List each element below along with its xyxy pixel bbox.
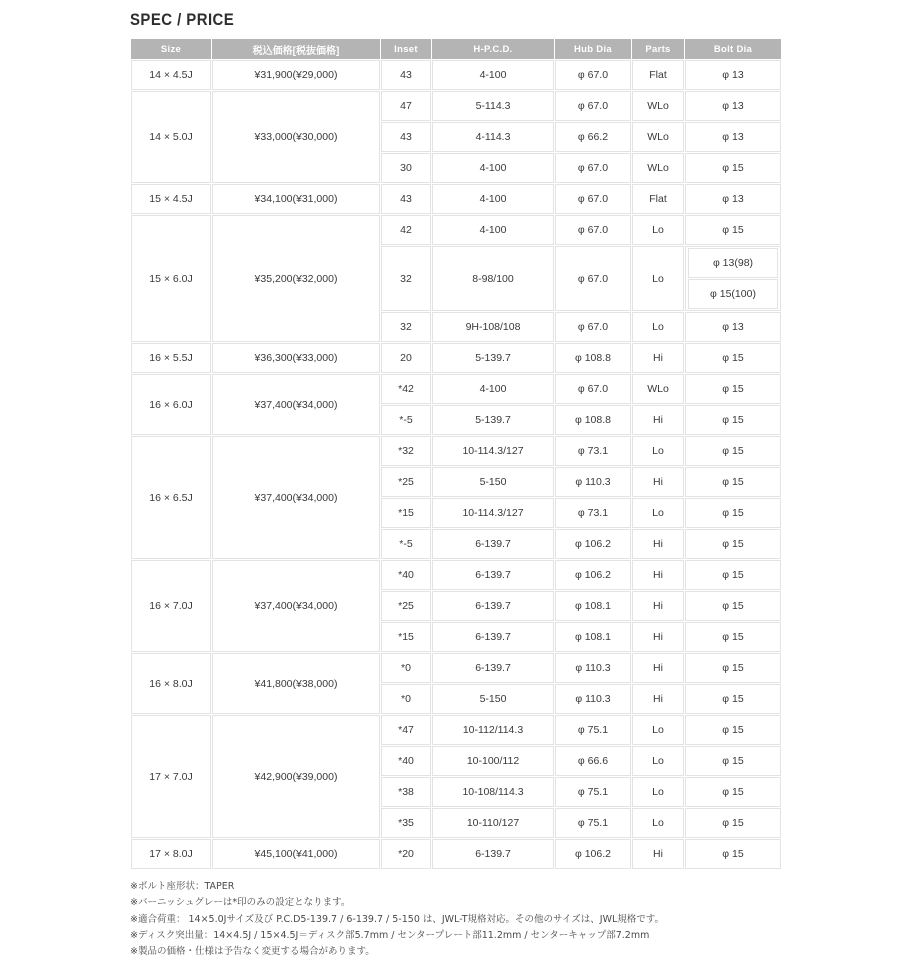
cell-parts: Hi <box>632 467 684 497</box>
cell-hpcd: 10-114.3/127 <box>432 498 554 528</box>
cell-bolt-dia: φ 15 <box>685 746 781 776</box>
cell-parts: Lo <box>632 436 684 466</box>
cell-bolt-dia: φ 15 <box>685 343 781 373</box>
cell-parts: Hi <box>632 684 684 714</box>
cell-hub-dia: φ 73.1 <box>555 498 631 528</box>
cell-hpcd: 8-98/100 <box>432 246 554 311</box>
cell-parts: Flat <box>632 184 684 214</box>
cell-parts: Lo <box>632 715 684 745</box>
cell-parts: Lo <box>632 246 684 311</box>
cell-price: ¥45,100(¥41,000) <box>212 839 380 869</box>
cell-bolt-dia: φ 15 <box>685 622 781 652</box>
table-body <box>131 60 781 869</box>
cell-bolt-dia: φ 15(100) <box>688 279 778 309</box>
table-row <box>131 560 781 590</box>
cell-size: 16 × 7.0J <box>131 560 211 652</box>
column-header-size: Size <box>131 39 211 59</box>
cell-hpcd: 10-114.3/127 <box>432 436 554 466</box>
cell-hub-dia: φ 66.6 <box>555 746 631 776</box>
cell-parts: WLo <box>632 122 684 152</box>
cell-price: ¥34,100(¥31,000) <box>212 184 380 214</box>
cell-hub-dia: φ 75.1 <box>555 777 631 807</box>
cell-parts: Lo <box>632 746 684 776</box>
cell-bolt-dia: φ 13 <box>685 184 781 214</box>
cell-parts: Hi <box>632 622 684 652</box>
cell-inset: *40 <box>381 746 431 776</box>
cell-hub-dia: φ 67.0 <box>555 215 631 245</box>
cell-inset: 20 <box>381 343 431 373</box>
cell-size: 16 × 8.0J <box>131 653 211 714</box>
cell-hpcd: 5-150 <box>432 467 554 497</box>
cell-hub-dia: φ 108.8 <box>555 405 631 435</box>
cell-hub-dia: φ 67.0 <box>555 312 631 342</box>
cell-hub-dia: φ 73.1 <box>555 436 631 466</box>
cell-parts: Hi <box>632 405 684 435</box>
cell-hub-dia: φ 75.1 <box>555 715 631 745</box>
cell-hpcd: 4-100 <box>432 153 554 183</box>
table-row <box>131 343 781 373</box>
cell-hpcd: 6-139.7 <box>432 560 554 590</box>
cell-bolt-dia: φ 15 <box>685 560 781 590</box>
cell-inset: 30 <box>381 153 431 183</box>
cell-hpcd: 5-139.7 <box>432 405 554 435</box>
cell-bolt-dia: φ 15 <box>685 653 781 683</box>
cell-size: 14 × 4.5J <box>131 60 211 90</box>
cell-inset: *42 <box>381 374 431 404</box>
cell-parts: Hi <box>632 839 684 869</box>
table-row <box>131 436 781 466</box>
cell-inset: *-5 <box>381 405 431 435</box>
cell-parts: Lo <box>632 312 684 342</box>
table-row <box>131 653 781 683</box>
cell-bolt-dia: φ 13 <box>685 60 781 90</box>
cell-bolt-dia: φ 15 <box>685 215 781 245</box>
footnote-line: ※適合荷重： 14×5.0Jサイズ及び P.C.D5-139.7 / 6-139.7 / 5-150 は、JWL-T規格対応。その他のサイズは、JWL規格です。 <box>130 913 665 925</box>
cell-bolt-dia: φ 15 <box>685 777 781 807</box>
cell-bolt-dia: φ 15 <box>685 467 781 497</box>
table-row <box>131 91 781 121</box>
cell-size: 16 × 5.5J <box>131 343 211 373</box>
column-header-price: 税込価格[税抜価格] <box>212 39 380 59</box>
cell-price: ¥31,900(¥29,000) <box>212 60 380 90</box>
cell-parts: Lo <box>632 777 684 807</box>
cell-bolt-dia: φ 15 <box>685 374 781 404</box>
cell-size: 15 × 6.0J <box>131 215 211 342</box>
table-row <box>131 60 781 90</box>
cell-bolt-dia: φ 13 <box>685 91 781 121</box>
cell-inset: *38 <box>381 777 431 807</box>
cell-hub-dia: φ 66.2 <box>555 122 631 152</box>
footnote-line: ※製品の価格・仕様は予告なく変更する場合があります。 <box>130 946 375 958</box>
cell-bolt-dia: φ 15 <box>685 153 781 183</box>
cell-inset: *15 <box>381 622 431 652</box>
cell-hub-dia: φ 108.8 <box>555 343 631 373</box>
column-header-parts: Parts <box>632 39 684 59</box>
cell-hub-dia: φ 67.0 <box>555 246 631 311</box>
cell-hub-dia: φ 110.3 <box>555 653 631 683</box>
cell-hpcd: 4-114.3 <box>432 122 554 152</box>
cell-inset: 32 <box>381 246 431 311</box>
cell-hpcd: 5-139.7 <box>432 343 554 373</box>
cell-size: 16 × 6.0J <box>131 374 211 435</box>
column-header-bolt_dia: Bolt Dia <box>685 39 781 59</box>
cell-inset: 32 <box>381 312 431 342</box>
table-row <box>131 839 781 869</box>
cell-bolt-dia: φ 15 <box>685 436 781 466</box>
cell-hub-dia: φ 67.0 <box>555 91 631 121</box>
cell-inset: *0 <box>381 653 431 683</box>
cell-inset: *40 <box>381 560 431 590</box>
cell-inset: *25 <box>381 467 431 497</box>
cell-hpcd: 4-100 <box>432 60 554 90</box>
cell-inset: *0 <box>381 684 431 714</box>
cell-hpcd: 4-100 <box>432 184 554 214</box>
cell-hpcd: 10-110/127 <box>432 808 554 838</box>
cell-hpcd: 9H-108/108 <box>432 312 554 342</box>
cell-parts: WLo <box>632 91 684 121</box>
cell-hpcd: 6-139.7 <box>432 839 554 869</box>
cell-inset: *20 <box>381 839 431 869</box>
cell-size: 16 × 6.5J <box>131 436 211 559</box>
cell-parts: WLo <box>632 374 684 404</box>
cell-price: ¥35,200(¥32,000) <box>212 215 380 342</box>
cell-hub-dia: φ 108.1 <box>555 622 631 652</box>
cell-bolt-dia-split <box>685 246 781 311</box>
cell-parts: Hi <box>632 591 684 621</box>
bolt-dia-subrow <box>688 279 778 309</box>
cell-bolt-dia: φ 15 <box>685 498 781 528</box>
cell-size: 17 × 7.0J <box>131 715 211 838</box>
cell-inset: *15 <box>381 498 431 528</box>
cell-inset: *32 <box>381 436 431 466</box>
column-header-hub_dia: Hub Dia <box>555 39 631 59</box>
cell-price: ¥33,000(¥30,000) <box>212 91 380 183</box>
cell-hpcd: 4-100 <box>432 374 554 404</box>
table-row <box>131 374 781 404</box>
cell-hub-dia: φ 106.2 <box>555 839 631 869</box>
cell-bolt-dia: φ 15 <box>685 715 781 745</box>
cell-hpcd: 10-100/112 <box>432 746 554 776</box>
cell-hpcd: 10-108/114.3 <box>432 777 554 807</box>
cell-parts: Flat <box>632 60 684 90</box>
cell-bolt-dia: φ 13(98) <box>688 248 778 278</box>
table-row <box>131 184 781 214</box>
table-row <box>131 715 781 745</box>
cell-hub-dia: φ 108.1 <box>555 591 631 621</box>
page-title: SPEC / PRICE <box>130 10 235 29</box>
cell-hub-dia: φ 67.0 <box>555 374 631 404</box>
cell-parts: Lo <box>632 808 684 838</box>
cell-hub-dia: φ 67.0 <box>555 153 631 183</box>
cell-parts: Hi <box>632 529 684 559</box>
bolt-dia-subrow <box>688 248 778 278</box>
cell-hub-dia: φ 75.1 <box>555 808 631 838</box>
footnotes <box>130 879 778 961</box>
cell-inset: *47 <box>381 715 431 745</box>
cell-price: ¥42,900(¥39,000) <box>212 715 380 838</box>
footnote-line: ※ディスク突出量：14×4.5J / 15×4.5J＝ディスク部5.7mm / センタープレート部11.2mm / センターキャップ部7.2mm <box>130 929 650 941</box>
cell-hpcd: 4-100 <box>432 215 554 245</box>
cell-hpcd: 6-139.7 <box>432 591 554 621</box>
table-header-row <box>131 39 781 59</box>
cell-inset: 43 <box>381 184 431 214</box>
cell-hub-dia: φ 106.2 <box>555 529 631 559</box>
cell-size: 17 × 8.0J <box>131 839 211 869</box>
spec-price-table <box>130 38 782 870</box>
table-header <box>131 39 781 59</box>
cell-parts: Hi <box>632 560 684 590</box>
cell-size: 14 × 5.0J <box>131 91 211 183</box>
column-header-hpcd: H-P.C.D. <box>432 39 554 59</box>
cell-bolt-dia: φ 15 <box>685 529 781 559</box>
cell-parts: Hi <box>632 653 684 683</box>
cell-hpcd: 5-114.3 <box>432 91 554 121</box>
cell-bolt-dia: φ 13 <box>685 312 781 342</box>
column-header-inset: Inset <box>381 39 431 59</box>
cell-inset: *35 <box>381 808 431 838</box>
cell-price: ¥37,400(¥34,000) <box>212 436 380 559</box>
cell-size: 15 × 4.5J <box>131 184 211 214</box>
cell-parts: Hi <box>632 343 684 373</box>
cell-price: ¥36,300(¥33,000) <box>212 343 380 373</box>
cell-price: ¥37,400(¥34,000) <box>212 374 380 435</box>
cell-inset: *-5 <box>381 529 431 559</box>
cell-parts: Lo <box>632 215 684 245</box>
cell-hub-dia: φ 110.3 <box>555 467 631 497</box>
cell-hpcd: 5-150 <box>432 684 554 714</box>
table-row <box>131 215 781 245</box>
cell-hpcd: 10-112/114.3 <box>432 715 554 745</box>
cell-parts: Lo <box>632 498 684 528</box>
cell-price: ¥41,800(¥38,000) <box>212 653 380 714</box>
cell-parts: WLo <box>632 153 684 183</box>
cell-bolt-dia: φ 15 <box>685 684 781 714</box>
cell-inset: 43 <box>381 122 431 152</box>
cell-bolt-dia: φ 15 <box>685 808 781 838</box>
cell-inset: *25 <box>381 591 431 621</box>
cell-inset: 47 <box>381 91 431 121</box>
cell-bolt-dia: φ 13 <box>685 122 781 152</box>
cell-hpcd: 6-139.7 <box>432 622 554 652</box>
cell-price: ¥37,400(¥34,000) <box>212 560 380 652</box>
cell-bolt-dia: φ 15 <box>685 591 781 621</box>
cell-inset: 43 <box>381 60 431 90</box>
cell-bolt-dia: φ 15 <box>685 839 781 869</box>
footnote-line: ※バーニッシュグレーは*印のみの設定となります。 <box>130 897 351 909</box>
cell-bolt-dia: φ 15 <box>685 405 781 435</box>
cell-hpcd: 6-139.7 <box>432 653 554 683</box>
cell-hub-dia: φ 110.3 <box>555 684 631 714</box>
cell-hub-dia: φ 106.2 <box>555 560 631 590</box>
cell-hub-dia: φ 67.0 <box>555 184 631 214</box>
cell-hpcd: 6-139.7 <box>432 529 554 559</box>
footnote-line: ※ボルト座形状：TAPER <box>130 881 235 892</box>
cell-hub-dia: φ 67.0 <box>555 60 631 90</box>
cell-inset: 42 <box>381 215 431 245</box>
